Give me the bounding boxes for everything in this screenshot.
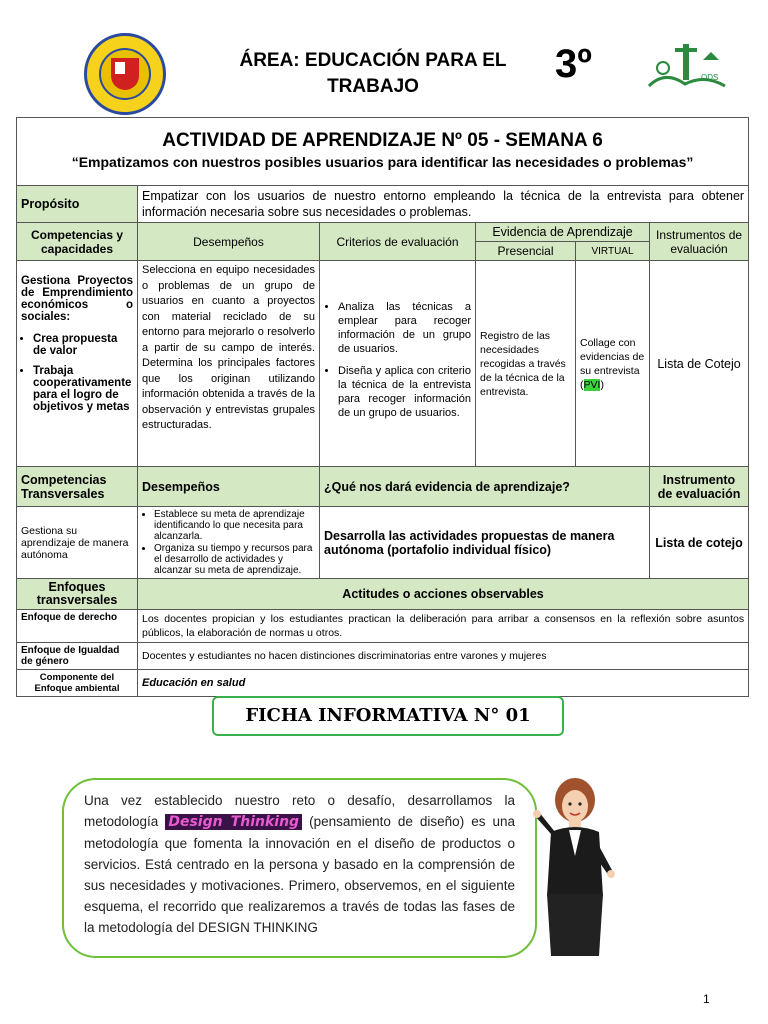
capacidad-item: • Trabaja cooperativamente para el logro de objetivos y metas [33, 365, 133, 413]
competencia-cell [17, 261, 138, 467]
transversal-desempeno-item: • Establece su meta de aprendizaje identificando lo que necesita para alcanzarla. [154, 509, 315, 542]
col-desempenos: Desempeños [138, 223, 320, 261]
enfoque-text: Educación en salud [138, 670, 749, 697]
desempeno-cell: Selecciona en equipo necesidades o problemas de un grupo de usuarios en cuanto a proyectos con material reciclado de su entorno para mejorarlo o resolverlo a partir de su campo de interés. Determina los principales factores que los originan utilizando información obtenida a través de la observación y entrevistas grupales estructuradas. [138, 261, 320, 467]
ficha-title: FICHA INFORMATIVA N° 01 [212, 696, 564, 736]
enfoque-label: Componente del Enfoque ambiental [17, 670, 138, 697]
enfoque-label: Enfoque de Igualdad de género [17, 643, 138, 670]
presencial-evidence: Registro de las necesidades recogidas a través de la técnica de la entrevista. [476, 261, 576, 467]
page-number: 1 [703, 992, 710, 1006]
activity-subtitle: “Empatizamos con nuestros posibles usuarios para identificar las necesidades o problemas” [71, 153, 694, 170]
col-criterios: Criterios de evaluación [320, 223, 476, 261]
col-presencial: Presencial [476, 242, 576, 261]
activity-title-cell [17, 118, 749, 186]
transversal-desempenos-header: Desempeños [138, 467, 320, 507]
instrumento-cell: Lista de Cotejo [650, 261, 749, 467]
bubble-line1: Una vez establecido nuestro reto o desafío, desarrollamos la [84, 793, 515, 808]
enfoque-text: Los docentes propician y los estudiantes practican la deliberación para arribar a consensos en la reflexión sobre asuntos públicos, la elaboración de normas u otros. [138, 610, 749, 643]
enfoques-header: Enfoques transversales [17, 579, 138, 610]
col-competencias: Competencias y capacidades [17, 223, 138, 261]
capacidad-item: • Crea propuesta de valor [33, 333, 133, 357]
svg-text:ODS: ODS [701, 73, 719, 82]
transversal-competencias-header: Competencias Transversales [17, 467, 138, 507]
activity-table [16, 117, 749, 697]
purpose-text: Empatizar con los usuarios de nuestro entorno empleando la técnica de la entrevista para obtener información necesaria sobre sus necesidades o problemas. [138, 186, 749, 223]
transversal-desempeno-item: • Organiza su tiempo y recursos para el desarrollo de actividades y alcanzar su meta de aprendizaje. [154, 543, 315, 576]
intro-text-bubble: Una vez establecido nuestro reto o desafío, desarrollamos la metodología Design Thinking (pensamiento de diseño) es una metodología que fomenta la innovación en el diseño de productos o servicios. Está centrado en la persona y basado en la comprensión de sus necesidades y motivaciones. Primero, observemos, en el siguiente esquema, el recorrido que realizaremos a través de todas las fases de la metodología del DESIGN THINKING [62, 778, 537, 958]
col-evidencia: Evidencia de Aprendizaje [476, 223, 650, 242]
virtual-evidence: Collage con evidencias de su entrevista (PVI) [576, 261, 650, 467]
ods-logo [645, 40, 729, 92]
actitudes-header: Actitudes o acciones observables [138, 579, 749, 610]
design-thinking-highlight: Design Thinking [165, 814, 302, 830]
criterio-item: • Analiza las técnicas a emplear para recoger información de un grupo de usuarios. [338, 300, 471, 356]
shield-icon [111, 58, 139, 90]
activity-title: ACTIVIDAD DE APRENDIZAJE Nº 05 - SEMANA 6 [162, 129, 603, 151]
competencia-title: Gestiona Proyectos de Emprendimiento económicos o sociales: [21, 275, 133, 323]
transversal-competencia: Gestiona su aprendizaje de manera autónoma [17, 507, 138, 579]
transversal-evidencia-header: ¿Qué nos dará evidencia de aprendizaje? [320, 467, 650, 507]
criterio-item: • Diseña y aplica con criterio la técnica de la entrevista para recoger información de un grupo de usuarios. [338, 364, 471, 420]
grade-label: 3º [555, 42, 592, 86]
col-virtual: VIRTUAL [576, 242, 650, 261]
criterios-cell [320, 261, 476, 467]
area-title: ÁREA: EDUCACIÓN PARA EL TRABAJO [239, 50, 507, 97]
transversal-evidencia: Desarrolla las actividades propuestas de manera autónoma (portafolio individual físico) [320, 507, 650, 579]
purpose-label: Propósito [17, 186, 138, 223]
enfoque-text: Docentes y estudiantes no hacen distinciones discriminatorias entre varones y mujeres [138, 643, 749, 670]
transversal-instrumento-header: Instrumento de evaluación [650, 467, 749, 507]
presenter-woman-illustration [533, 776, 617, 966]
pvi-highlight: PVI [583, 378, 601, 391]
col-instrumentos: Instrumentos de evaluación [650, 223, 749, 261]
transversal-instrumento: Lista de cotejo [650, 507, 749, 579]
transversal-desempenos [138, 507, 320, 579]
enfoque-label: Enfoque de derecho [17, 610, 138, 643]
school-seal-logo [84, 33, 166, 115]
